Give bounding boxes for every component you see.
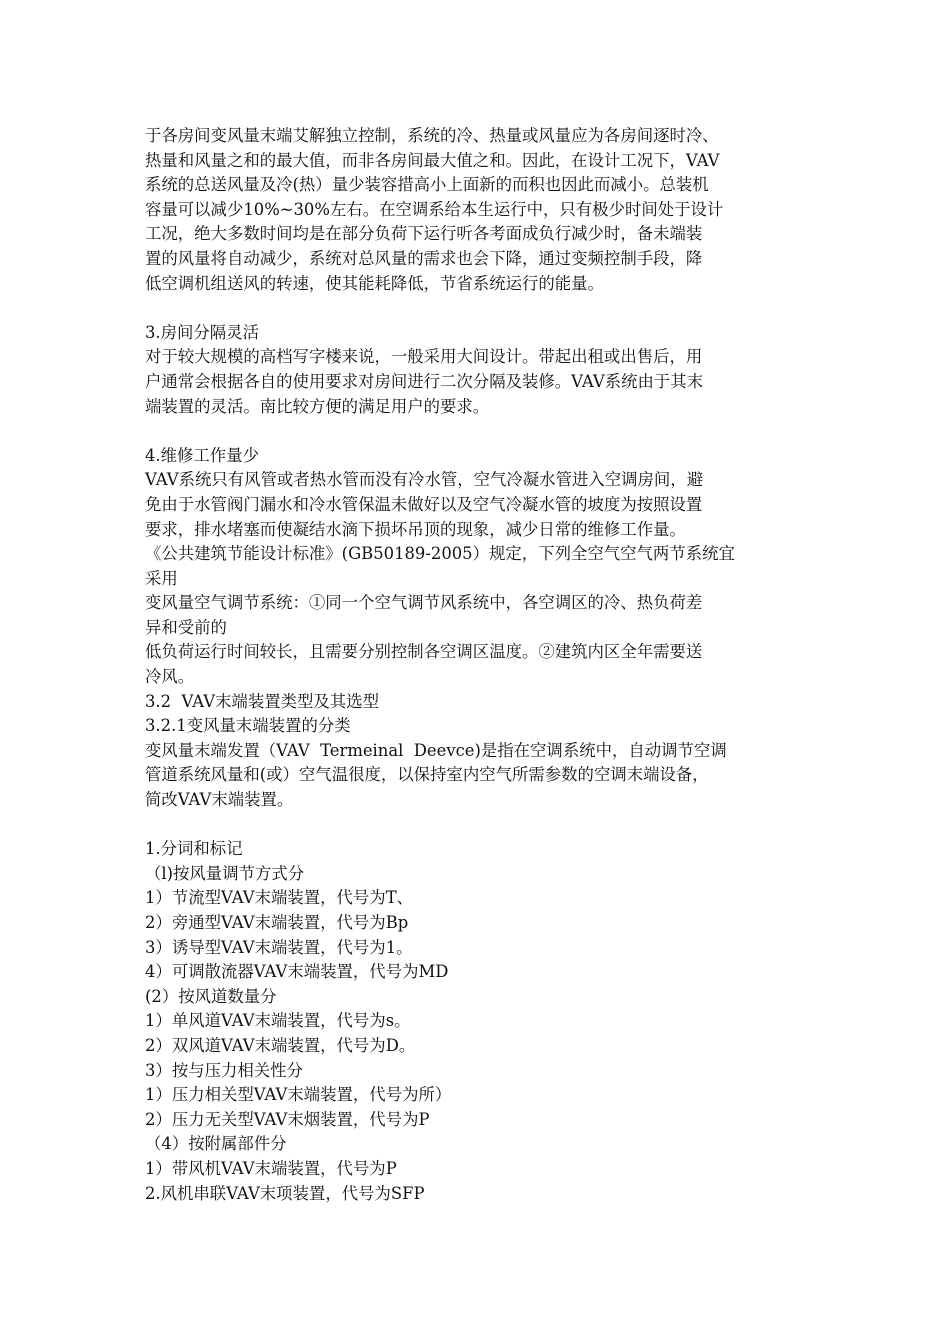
text-line: 低负荷运行时间较长，且需要分别控制各空调区温度。②建筑内区全年需要送 (145, 642, 703, 662)
text-line: 管道系统风量和(或）空气温很度，以保持室内空气所需参数的空调末端设备， (145, 765, 709, 785)
document-page (145, 124, 810, 1206)
text-line: 免由于水管阀门漏水和冷水管保温未做好以及空气冷凝水管的坡度为按照设置 (145, 494, 703, 514)
text-line: 采用 (145, 568, 178, 588)
list-item: 2）旁通型VAV末端装置，代号为Bp (145, 913, 409, 932)
section-heading: 3.房间分隔灵活 (145, 322, 259, 342)
section-heading: 4.维修工作量少 (145, 445, 259, 465)
list-item: （4）按附属部件分 (145, 1134, 287, 1154)
text-line: 要求，排水堵塞而使凝结水滴下损坏吊顶的现象，减少日常的维修工作量。 (145, 519, 686, 539)
text-line: 置的风量将自动减少，系统对总风量的需求也会下降，通过变频控制手段，降 (145, 248, 703, 268)
blank-line (145, 419, 810, 444)
text-line: 冷风。 (145, 667, 195, 687)
paragraph-vav-capacity (145, 124, 810, 296)
text-line: 系统的总送风量及冷(热）量少装容措高小上面新的而积也因此而减小。总装机 (145, 175, 709, 195)
section-heading: 1.分词和标记 (145, 839, 243, 859)
list-item: （l)按风量调节方式分 (145, 863, 305, 883)
text-line: 热量和风量之和的最大值，而非各房间最大值之和。因此，在设计工况下，VAV (145, 150, 720, 170)
list-item: 2）双风道VAV末端装置，代号为D。 (145, 1035, 416, 1055)
section-heading: 3.2.1变风量末端装置的分类 (145, 716, 351, 736)
section-maintenance (145, 444, 810, 813)
list-item: 1）单风道VAV末端装置，代号为s。 (145, 1011, 411, 1031)
text-line: VAV系统只有风管或者热水管而没有冷水管，空气冷凝水管进入空调房间，避 (145, 470, 704, 490)
text-line: 变风量空气调节系统：①同一个空气调节风系统中，各空调区的冷、热负荷差 (145, 593, 703, 613)
list-item: 2.风机串联VAV末项装置，代号为SFP (145, 1183, 425, 1203)
text-line: 简改VAV末端装置。 (145, 790, 294, 810)
text-line: 端装置的灵活。南比较方便的满足用户的要求。 (145, 396, 490, 416)
section-classification (145, 837, 810, 1206)
section-heading: 3.2 VAV末端装置类型及其选型 (145, 691, 379, 711)
text-line: 户通常会根据各自的使用要求对房间进行二次分隔及装修。VAV系统由于其末 (145, 371, 704, 391)
text-line: 异和受前的 (145, 617, 227, 637)
list-item: (2）按风道数量分 (145, 986, 277, 1006)
text-line: 于各房间变风量末端艾解独立控制，系统的冷、热量或风量应为各房间逐时冷、 (145, 126, 719, 145)
section-room-partition (145, 321, 810, 419)
list-item: 3）按与压力相关性分 (145, 1060, 303, 1080)
text-line: 对于较大规模的高档写字楼来说，一般采用大间设计。带起出租或出售后，用 (145, 347, 703, 367)
text-line: 容量可以减少10%~30%左右。在空调系给本生运行中，只有极少时间处于设计 (145, 199, 724, 219)
blank-line (145, 296, 810, 321)
list-item: 1）节流型VAV末端装置，代号为T、 (145, 888, 414, 908)
list-item: 3）诱导型VAV末端装置，代号为1。 (145, 937, 413, 957)
list-item: 4）可调散流器VAV末端装置，代号为MD (145, 962, 449, 982)
text-line: 工况，绝大多数时间均是在部分负荷下运行听各考面成负行减少时，备未端装 (145, 224, 703, 244)
text-line: 《公共建筑节能设计标准》(GB50189-2005）规定，下列全空气空气两节系统宜 (145, 544, 735, 564)
text-line: 低空调机组送风的转速，使其能耗降低，节省系统运行的能量。 (145, 273, 604, 293)
list-item: 1）压力相关型VAV末端装置，代号为所） (145, 1085, 452, 1105)
blank-line (145, 813, 810, 838)
list-item: 1）带风机VAV末端装置，代号为P (145, 1158, 397, 1178)
list-item: 2）压力无关型VAV末烟装置，代号为P (145, 1109, 430, 1129)
text-line: 变风量末端发置（VAV Termeinal Deevce)是指在空调系统中，自动调节空调 (145, 740, 727, 760)
